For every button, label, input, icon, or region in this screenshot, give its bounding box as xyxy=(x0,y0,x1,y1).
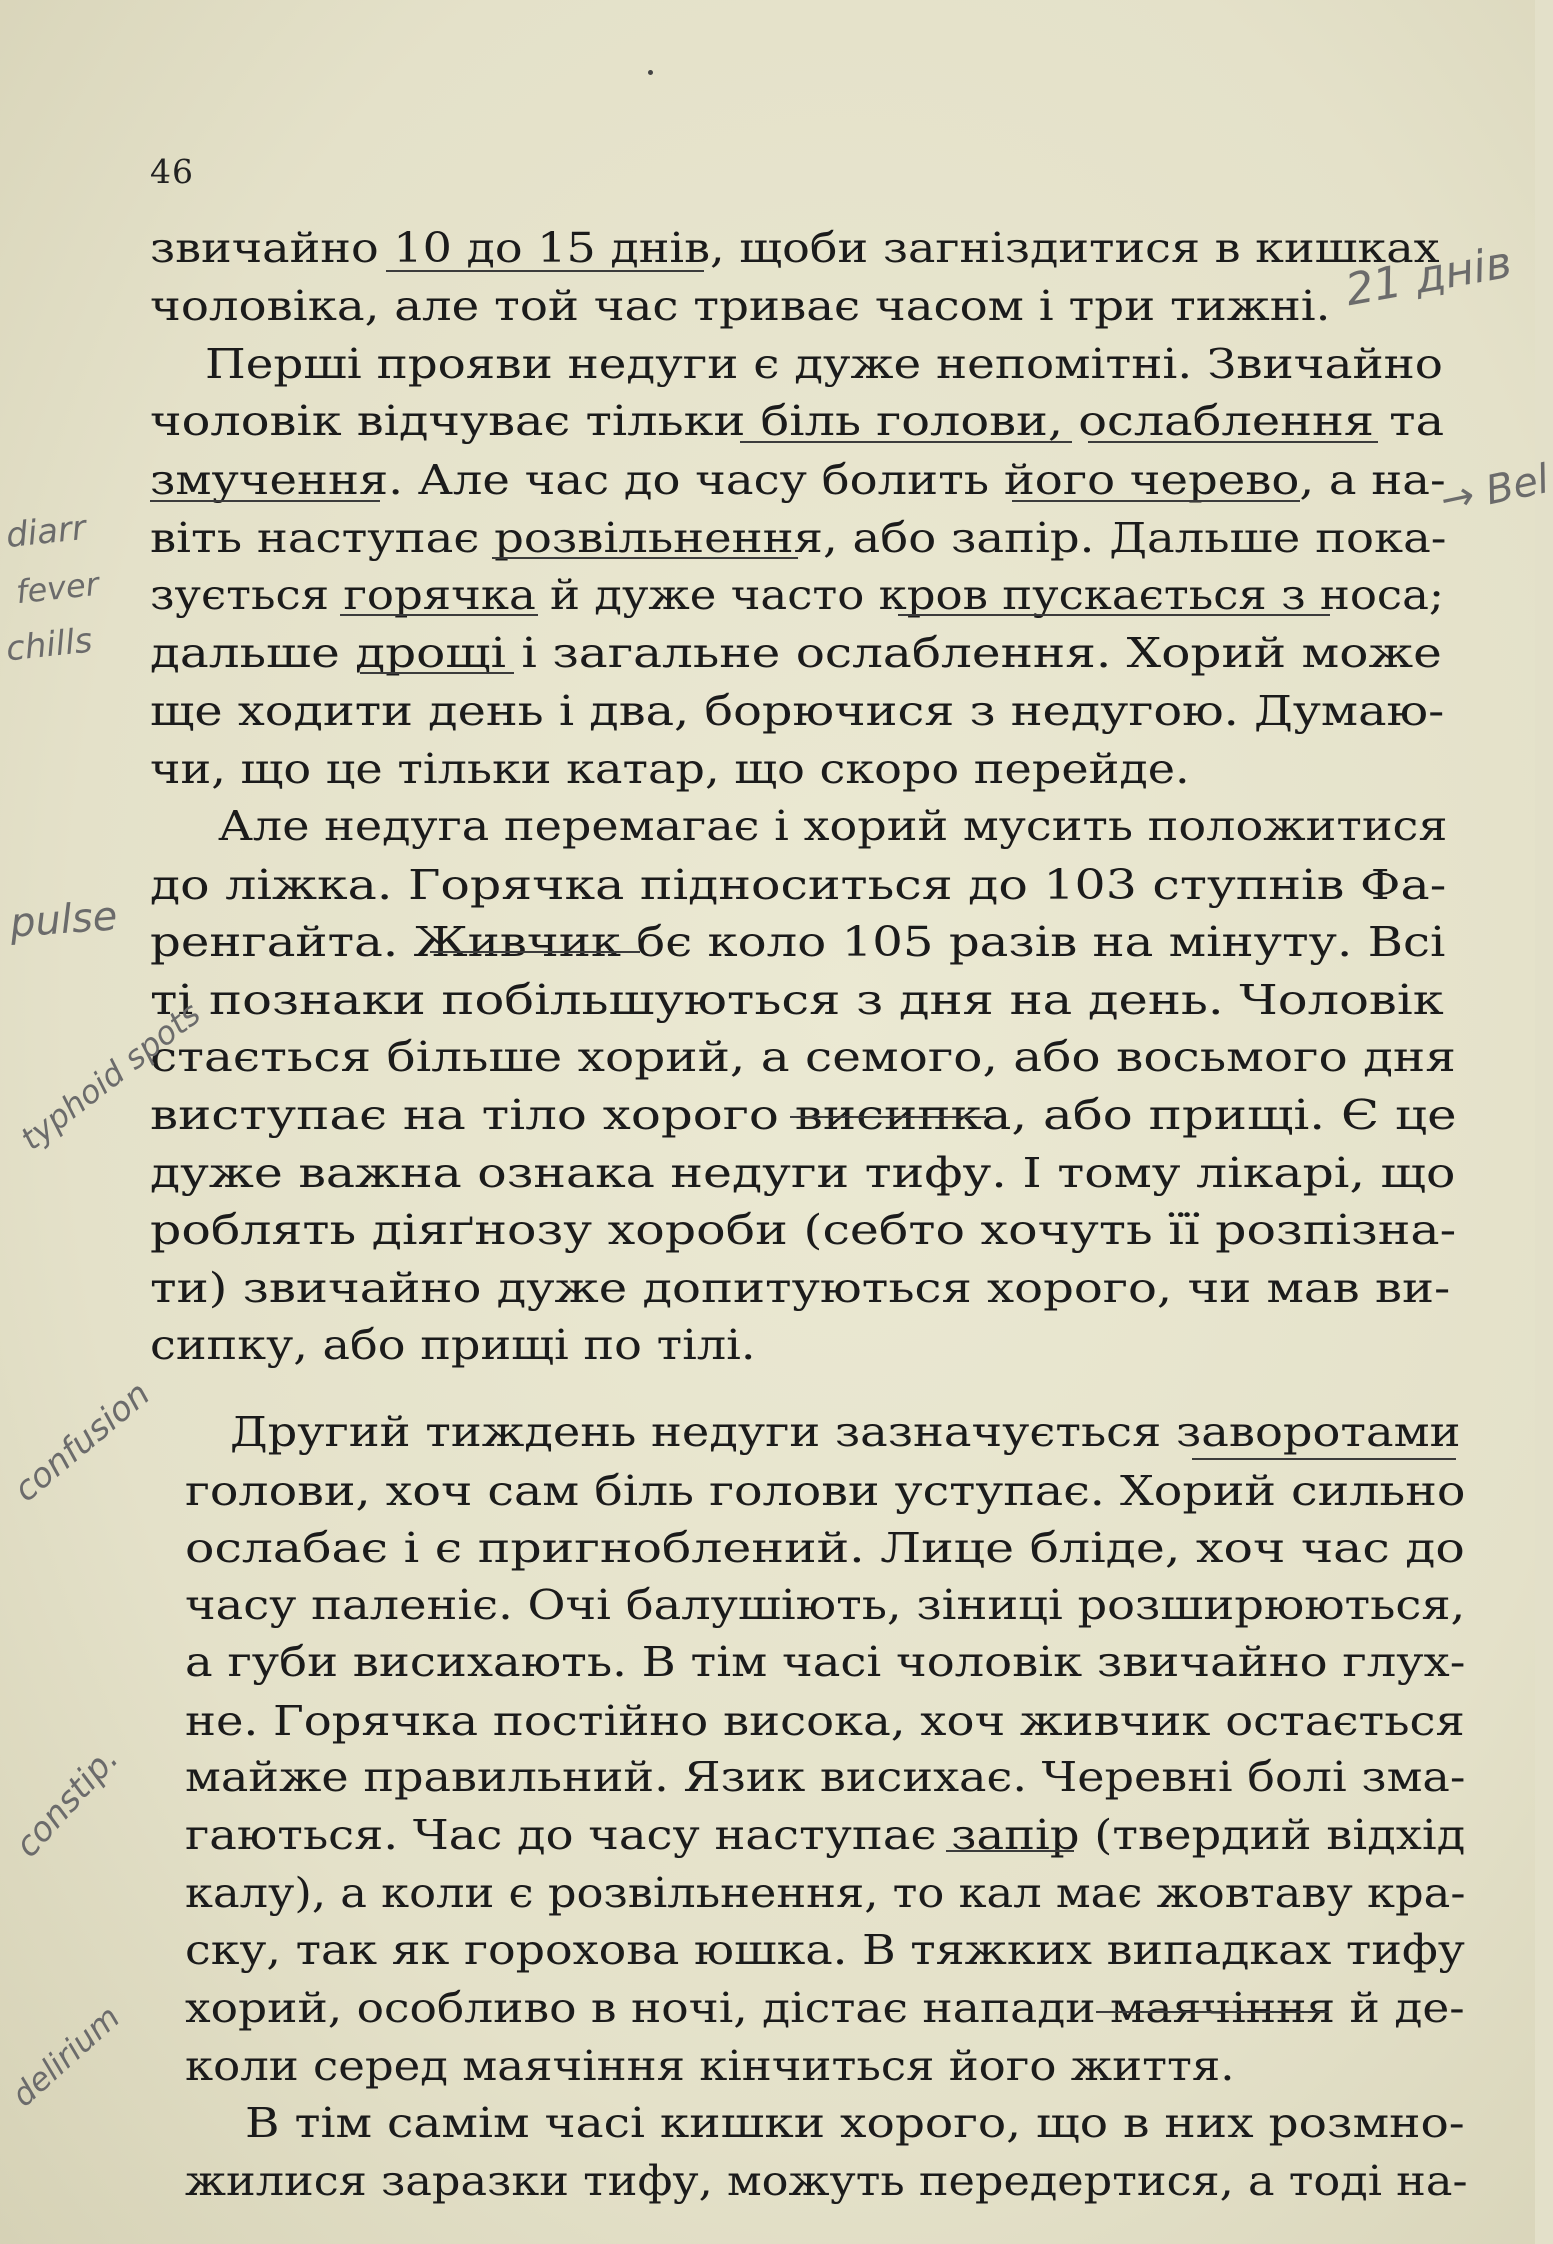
text-line: жилися заразки тифу, можуть передертися, а тоді на- xyxy=(185,2157,1468,2205)
text-line: виступає на тіло хорого висипка, або прищі. Є це xyxy=(150,1091,1457,1139)
text-line: майже правильний. Язик висихає. Черевні болі зма- xyxy=(185,1753,1466,1801)
text-line: чоловік відчуває тільки біль голови, ослаблення та xyxy=(150,397,1445,445)
margin-note-typhoid-spots: typhoid spots xyxy=(13,994,208,1158)
margin-note-delirium: delirium xyxy=(4,1997,128,2115)
underline xyxy=(946,1850,1074,1852)
underline xyxy=(740,441,1072,443)
margin-note-constipation: constip. xyxy=(7,1738,127,1866)
margin-note-belly: → Bel xyxy=(1436,456,1553,524)
text-line: калу), а коли є розвільнення, то кал має жовтаву кра- xyxy=(185,1869,1466,1917)
margin-note-confusion: confusion xyxy=(6,1373,158,1511)
text-line: дальше дрощі і загальне ослаблення. Хорий може xyxy=(150,629,1442,677)
text-line: голови, хоч сам біль голови уступає. Хорий сильно xyxy=(185,1467,1466,1515)
margin-note-pulse: pulse xyxy=(8,893,119,947)
text-line: Але недуга перемагає і хорий мусить положитися xyxy=(218,802,1448,850)
underline xyxy=(790,1116,986,1118)
text-line: не. Горячка постійно висока, хоч живчик остається xyxy=(185,1697,1465,1745)
text-line: ску, так як горохова юшка. В тяжких випадках тифу xyxy=(185,1926,1465,1974)
text-line: змучення. Але час до часу болить його черево, а на- xyxy=(150,456,1446,504)
underline xyxy=(1096,2011,1328,2013)
text-line: ренгайта. Живчик бє коло 105 разів на мінуту. Всі xyxy=(150,918,1446,966)
underline xyxy=(898,614,1330,616)
text-line: Перші прояви недуги є дуже непомітні. Звичайно xyxy=(205,340,1443,388)
text-line: Другий тиждень недуги зазначується заворотами xyxy=(230,1408,1461,1456)
text-line: хорий, особливо в ночі, дістає напади маячіння й де- xyxy=(185,1984,1465,2032)
text-line: чоловіка, але той час триває часом і три тижні. xyxy=(150,282,1331,330)
text-line: звичайно 10 до 15 днів, щоби загніздитися в кишках xyxy=(150,224,1440,272)
text-line: а губи висихають. В тім часі чоловік звичайно глух- xyxy=(185,1638,1466,1686)
text-line: сипку, або прищі по тілі. xyxy=(150,1321,756,1369)
text-line: коли серед маячіння кінчиться його життя. xyxy=(185,2042,1235,2090)
text-line: роблять діяґнозу хороби (себто хочуть її розпізна- xyxy=(150,1206,1457,1254)
underline xyxy=(340,614,538,616)
underline xyxy=(360,672,514,674)
text-line: ти) звичайно дуже допитуються хорого, чи мав ви- xyxy=(150,1264,1451,1312)
underline xyxy=(1192,1458,1456,1460)
text-line: стається більше хорий, а семого, або восьмого дня xyxy=(150,1033,1456,1081)
margin-note-chills: chills xyxy=(4,620,95,670)
text-line: зується горячка й дуже часто кров пускається з носа; xyxy=(150,571,1445,619)
margin-note-diarrhea: diarr xyxy=(4,507,88,557)
text-line: ті познаки побільшуються з дня на день. Чоловік xyxy=(150,976,1444,1024)
underline xyxy=(492,557,798,559)
margin-note-days: 21 днів xyxy=(1341,236,1516,317)
underline xyxy=(150,500,380,502)
text-line: до ліжка. Горячка підноситься до 103 ступнів Фа- xyxy=(150,861,1447,909)
text-line: ще ходити день і два, борючися з недугою. Думаю- xyxy=(150,687,1445,735)
text-line: гаються. Час до часу наступає запір (твердий відхід xyxy=(185,1811,1466,1859)
underline xyxy=(1088,441,1378,443)
underline xyxy=(430,951,640,953)
text-line: віть наступає розвільнення, або запір. Дальше пока- xyxy=(150,514,1447,562)
underline xyxy=(386,270,704,272)
text-line: чи, що це тільки катар, що скоро перейде. xyxy=(150,745,1190,793)
page-number: 46 xyxy=(150,152,194,191)
print-speck xyxy=(648,70,653,75)
text-line: часу паленіє. Очі балушіють, зіниці розширюються, xyxy=(185,1581,1466,1629)
text-line: дуже важна ознака недуги тифу. І тому лікарі, що xyxy=(150,1149,1456,1197)
underline xyxy=(1012,500,1300,502)
text-line: В тім самім часі кишки хорого, що в них розмно- xyxy=(245,2099,1465,2147)
text-line: ослабає і є пригноблений. Лице бліде, хоч час до xyxy=(185,1524,1465,1572)
margin-note-fever: fever xyxy=(14,564,101,612)
